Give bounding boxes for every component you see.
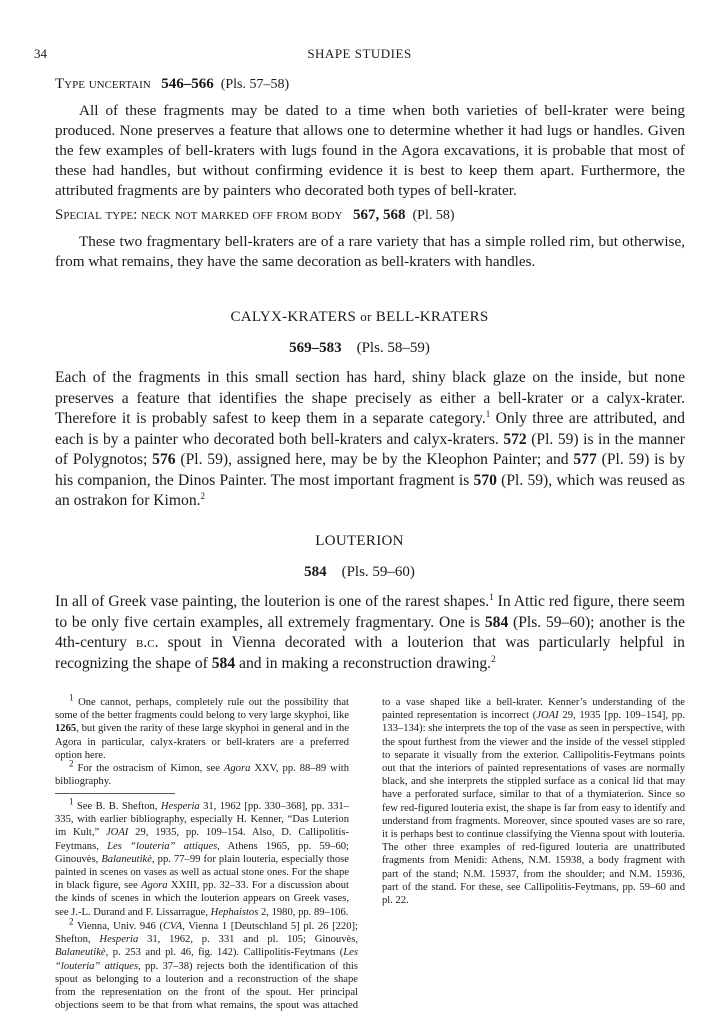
footnote-louterion-2-italic-3: Balaneutikè <box>55 947 106 959</box>
footnote-calyx-2-italic: Agora <box>223 763 251 775</box>
calyx-catalog-572: 572 <box>503 430 527 448</box>
louterion-plates: (Pls. 59–60) <box>341 564 415 580</box>
louterion-section-title: LOUTERION <box>315 533 404 549</box>
footnote-louterion-1-text-e: , pp. 77–99 for plain louteria, especially those painted in scenes on vases as well as actual stone ones. For the shape in black figure, see <box>55 853 350 892</box>
footnote-calyx-1-number: 1 <box>69 692 74 703</box>
footnote-column-spacer <box>55 696 358 920</box>
special-type-heading <box>55 207 455 224</box>
footnote-louterion-2-text-d: , p. 253 and pl. 46, fig. 142). Callipolitis-Feytmans ( <box>105 947 344 959</box>
footnote-calyx-2-text-b: XXV, pp. 88–89 with bibliography. <box>55 763 350 788</box>
footnote-louterion-1-italic-6: Hephaistos <box>210 906 259 918</box>
louterion-number: 584 <box>304 564 327 580</box>
special-type-numbers: 567, 568 <box>353 207 406 223</box>
louterion-text-2: In Attic red figure, there seem to be only five certain examples, all extremely fragmentary. One is <box>55 593 685 631</box>
calyx-paragraph <box>55 368 685 512</box>
footnote-louterion-1-text-a: See B. B. Shefton, <box>76 801 161 812</box>
calyx-catalog-570: 570 <box>473 471 497 489</box>
footnote-calyx-1-text-a: One cannot, perhaps, completely rule out the possibility that some of the better fragments could belong to very large skyphoi, like <box>55 697 349 722</box>
louterion-footnote-ref-1[interactable]: 1 <box>489 591 494 602</box>
page-number: 34 <box>34 46 47 61</box>
footnote-louterion-1-text-d: , Athens 1965, pp. 59–60; Ginouvès, <box>55 840 349 865</box>
calyx-text-4: (Pl. 59), assigned here, may be by the Kleophon Painter; and <box>175 451 574 468</box>
louterion-section-numbers <box>0 564 719 581</box>
calyx-text-6: (Pl. 59), which was reused as an ostrakon for Kimon. <box>55 471 685 509</box>
type-uncertain-numbers: 546–566 <box>161 76 214 92</box>
louterion-catalog-584-b: 584 <box>211 654 236 672</box>
calyx-plates: (Pls. 58–59) <box>356 340 430 356</box>
footnote-louterion-1-text-f: XXIII, pp. 32–33. For a discussion about the kinds of scenes in which the louterion appears on Greek vases, see J.-L. Durand and F. Lissarrague, <box>55 880 350 918</box>
special-type-label: Special type: neck not marked off from body <box>55 207 343 223</box>
calyx-text-1: Each of the fragments in this small section has hard, shiny black glaze on the inside, but none preserves a feature that identifies the shape precisely as either a bell-krater or a calyx-krater. Therefore it is probably safest to keep them in a separate category. <box>55 369 685 427</box>
louterion-text-3: (Pls. 59–60); another is the 4th-century <box>55 613 685 651</box>
footnote-louterion-1-italic-3: Les “louteria” attiques <box>107 840 218 852</box>
footnote-louterion-2-number: 2 <box>69 916 74 927</box>
calyx-section-numbers <box>0 340 719 357</box>
calyx-catalog-576: 576 <box>152 451 176 468</box>
type-uncertain-paragraph: All of these fragments may be dated to a time when both varieties of bell-krater were being produced. None preserves a feature that allows one to determine whether it had lugs or handles. Given the few examples of bell-kraters with lugs found in the Agora excavations, it is probable that most of these had handles, but without confirming evidence it is best to keep them apart. Furthermore, the attributed fragments are by painters who decorated both types of bell-krater. <box>55 102 685 199</box>
footnote-calyx-1-text-b: , but given the rarity of these large skyphoi in general and in the Agora in particular, calyx-kraters or bell-kraters are a preferred option here. <box>55 723 349 761</box>
calyx-catalog-577: 577 <box>573 451 597 468</box>
louterion-text-5: and in making a reconstruction drawing. <box>235 654 492 672</box>
footnote-louterion-1-text-g: 2, 1980, pp. 89–106. <box>258 906 349 918</box>
footnote-louterion-1-italic-2: JOAI <box>105 827 129 839</box>
footnote-louterion-2-text-b: , Vienna 1 [Deutschland 5] pl. 26 [220]; Shefton, <box>55 921 358 946</box>
calyx-footnote-ref-2[interactable]: 2 <box>200 490 206 501</box>
footnote-louterion-2-italic-2: Hesperia <box>99 934 139 946</box>
footnote-louterion-1-text-c: 29, 1935, pp. 109–154. Also, D. Callipolitis-Feytmans, <box>55 827 350 852</box>
louterion-text-4: spout in Vienna decorated with a louterion that was particularly helpful in recognizing the shape of <box>55 634 685 672</box>
calyx-title-part1: CALYX-KRATERS <box>230 309 357 325</box>
footnote-louterion-2-text-c: 31, 1962, p. 331 and pl. 105; Ginouvès, <box>138 934 358 946</box>
calyx-section-title <box>0 309 719 326</box>
louterion-catalog-584-a: 584 <box>484 613 509 631</box>
louterion-paragraph <box>55 592 685 674</box>
running-title: SHAPE STUDIES <box>307 46 412 61</box>
footnote-louterion-1-italic-5: Agora <box>141 880 168 892</box>
footnote-calyx-1-catalog: 1265 <box>55 723 77 735</box>
type-uncertain-heading <box>55 76 289 93</box>
footnote-louterion-2-text-f: 29, 1935 [pp. 109–154], pp. 133–134): she interprets the top of the vase as seen in perspective, with the spout furthest from the viewer and the inside of the vessel stippled to separate it visually from the exterior. Callipolitis-Feytmans points out that the interiors of painted representations of vases are normally black, and she interprets the stippled surface as a conical lid that may have a perforated surface, similar to that of a thymiaterion. Since so few red-figured louteria exist, the shape is far from easy to identify and understand from fragments. Moreover, since spouted vases are so rare, it is perhaps best to continue classifying the Vienna spout with louteria. The other three examples of red-figured louteria are unattributed fragments from Menidi: Athens, N.M. 15938, a body fragment with part of the stand; N.M. 15937, from the shoulder; and N.M. 15936, part of the stand. For these, see Callipolitis-Feytmans, pp. 59–60 and pl. 22. <box>382 710 685 907</box>
footnote-louterion-1-number: 1 <box>69 796 74 807</box>
footnote-calyx-2-text-a: For the ostracism of Kimon, see <box>77 763 224 775</box>
calyx-text-3: (Pl. 59) is in the manner of Polygnotos; <box>55 430 685 468</box>
louterion-text-1: In all of Greek vase painting, the louterion is one of the rarest shapes. <box>55 593 490 610</box>
calyx-text-5: (Pl. 59) is by his companion, the Dinos Painter. The most important fragment is <box>55 451 685 489</box>
special-type-plates: (Pl. 58) <box>412 208 455 223</box>
footnote-louterion-2-italic-1: CVA <box>162 921 183 932</box>
footnote-louterion-2-wrap <box>55 696 685 1016</box>
louterion-footnote-ref-2[interactable]: 2 <box>491 653 496 664</box>
calyx-footnote-ref-1[interactable]: 1 <box>485 408 491 419</box>
footnote-louterion-1-text-b: 31, 1962 [pp. 330–368], pp. 331–335, with earlier bibliography, especially H. Kenner, “Das Luterion im Kult,” <box>55 801 349 839</box>
footnote-louterion-2-text-e: , pp. 37–38) rejects both the identification of this spout as belonging to a louterion and a reconstruction of the shape from the representation on the front of the spout. Her principal objections seem to be that from what remains, the spout was attached to a vase shaped like a bell-krater. Kenner’s understanding of the painted representation is incorrect ( <box>55 697 685 1012</box>
calyx-title-part2: BELL-KRATERS <box>375 309 489 325</box>
type-uncertain-label: Type uncertain <box>55 76 151 92</box>
special-type-paragraph: These two fragmentary bell-kraters are of a rare variety that has a simple rolled rim, but otherwise, from what remains, they have the same decoration as bell-kraters with handles. <box>55 233 685 270</box>
louterion-bc: b.c. <box>136 634 159 651</box>
footnote-louterion-2-text-a: Vienna, Univ. 946 ( <box>76 921 163 932</box>
type-uncertain-plates: (Pls. 57–58) <box>220 77 290 92</box>
calyx-numbers: 569–583 <box>289 340 342 356</box>
footnote-louterion-1-italic-1: Hesperia <box>160 801 200 812</box>
calyx-title-or: or <box>360 309 372 324</box>
footnote-louterion-2-italic-5: JOAI <box>536 710 559 722</box>
calyx-text-2: Only three are attributed, and each is by a painter who decorated both bell-kraters and calyx-kraters. <box>55 410 685 448</box>
footnote-calyx-2-number: 2 <box>69 758 74 769</box>
footnote-louterion-1-italic-4: Balaneutikè <box>101 853 152 865</box>
footnote-louterion-2-italic-4: Les “louteria” attiques <box>55 947 358 972</box>
